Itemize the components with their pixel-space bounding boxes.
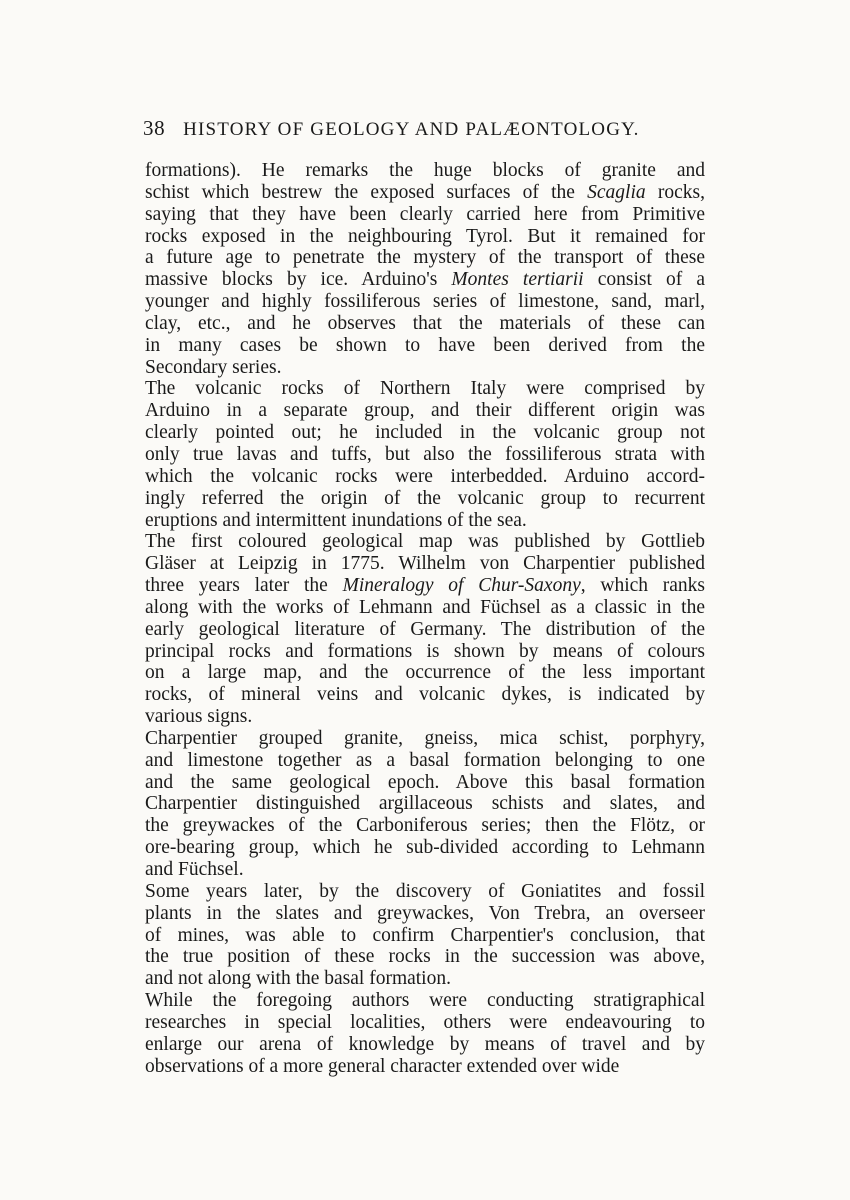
text-line: massive blocks by ice. Arduino's Montes tertiarii consist of a xyxy=(145,269,705,291)
text-line: which the volcanic rocks were interbedded. Arduino accord- xyxy=(145,465,705,487)
text-line: While the foregoing authors were conducting stratigraphical xyxy=(145,990,705,1012)
text-line: the true position of these rocks in the succession was above, xyxy=(145,946,705,968)
paragraph xyxy=(145,728,705,881)
text-line: Gläser at Leipzig in 1775. Wilhelm von Charpentier published xyxy=(145,553,705,575)
text-line: Arduino in a separate group, and their different origin was xyxy=(145,400,705,422)
body-text xyxy=(145,160,705,1077)
paragraph xyxy=(145,378,705,531)
text-line: The volcanic rocks of Northern Italy were comprised by xyxy=(145,378,705,400)
text-line: clearly pointed out; he included in the volcanic group not xyxy=(145,422,705,444)
paragraph xyxy=(145,881,705,990)
text-line: rocks, of mineral veins and volcanic dykes, is indicated by xyxy=(145,684,705,706)
text-line: researches in special localities, others were endeavouring to xyxy=(145,1011,705,1033)
text-line: of mines, was able to confirm Charpentier's conclusion, that xyxy=(145,924,705,946)
text-line: in many cases be shown to have been derived from the xyxy=(145,334,705,356)
text-line: Charpentier grouped granite, gneiss, mica schist, porphyry, xyxy=(145,727,705,749)
paragraph xyxy=(145,160,705,378)
text-line: plants in the slates and greywackes, Von Trebra, an overseer xyxy=(145,902,705,924)
text-line: clay, etc., and he observes that the materials of these can xyxy=(145,312,705,334)
text-line: only true lavas and tuffs, but also the fossiliferous strata with xyxy=(145,443,705,465)
text-line: and limestone together as a basal formation belonging to one xyxy=(145,749,705,771)
text-line: and the same geological epoch. Above this basal formation xyxy=(145,771,705,793)
text-line: three years later the Mineralogy of Chur-Saxony, which ranks xyxy=(145,575,705,597)
text-line: Secondary series. xyxy=(145,356,282,378)
paragraph xyxy=(145,531,705,728)
text-line: Some years later, by the discovery of Goniatites and fossil xyxy=(145,880,705,902)
text-line: enlarge our arena of knowledge by means of travel and by xyxy=(145,1033,705,1055)
text-line: and not along with the basal formation. xyxy=(145,968,451,990)
text-line: on a large map, and the occurrence of the less important xyxy=(145,662,705,684)
text-line: various signs. xyxy=(145,706,253,728)
paragraph xyxy=(145,990,705,1077)
text-line: ore-bearing group, which he sub-divided according to Lehmann xyxy=(145,837,705,859)
text-line: the greywackes of the Carboniferous series; then the Flötz, or xyxy=(145,815,705,837)
text-line: eruptions and intermittent inundations of the sea. xyxy=(145,509,527,531)
text-line: schist which bestrew the exposed surfaces of the Scaglia rocks, xyxy=(145,181,705,203)
text-line: and Füchsel. xyxy=(145,859,244,880)
text-line: ingly referred the origin of the volcanic group to recurrent xyxy=(145,487,705,509)
text-line: along with the works of Lehmann and Füchsel as a classic in the xyxy=(145,596,705,618)
text-line: rocks exposed in the neighbouring Tyrol. But it remained for xyxy=(145,225,705,247)
text-line: formations). He remarks the huge blocks of granite and xyxy=(145,160,705,181)
running-title: HISTORY OF GEOLOGY AND PALÆONTOLOGY. xyxy=(183,119,640,140)
text-line: principal rocks and formations is shown by means of colours xyxy=(145,640,705,662)
text-line: early geological literature of Germany. The distribution of the xyxy=(145,618,705,640)
text-line: younger and highly fossiliferous series of limestone, sand, marl, xyxy=(145,291,705,313)
text-line: observations of a more general character extended over wide xyxy=(145,1055,620,1077)
page-header xyxy=(143,116,703,141)
text-line: saying that they have been clearly carried here from Primitive xyxy=(145,203,705,225)
page-number: 38 xyxy=(143,116,166,140)
text-line: The first coloured geological map was published by Gottlieb xyxy=(145,531,705,553)
text-line: a future age to penetrate the mystery of the transport of these xyxy=(145,247,705,269)
text-line: Charpentier distinguished argillaceous schists and slates, and xyxy=(145,793,705,815)
